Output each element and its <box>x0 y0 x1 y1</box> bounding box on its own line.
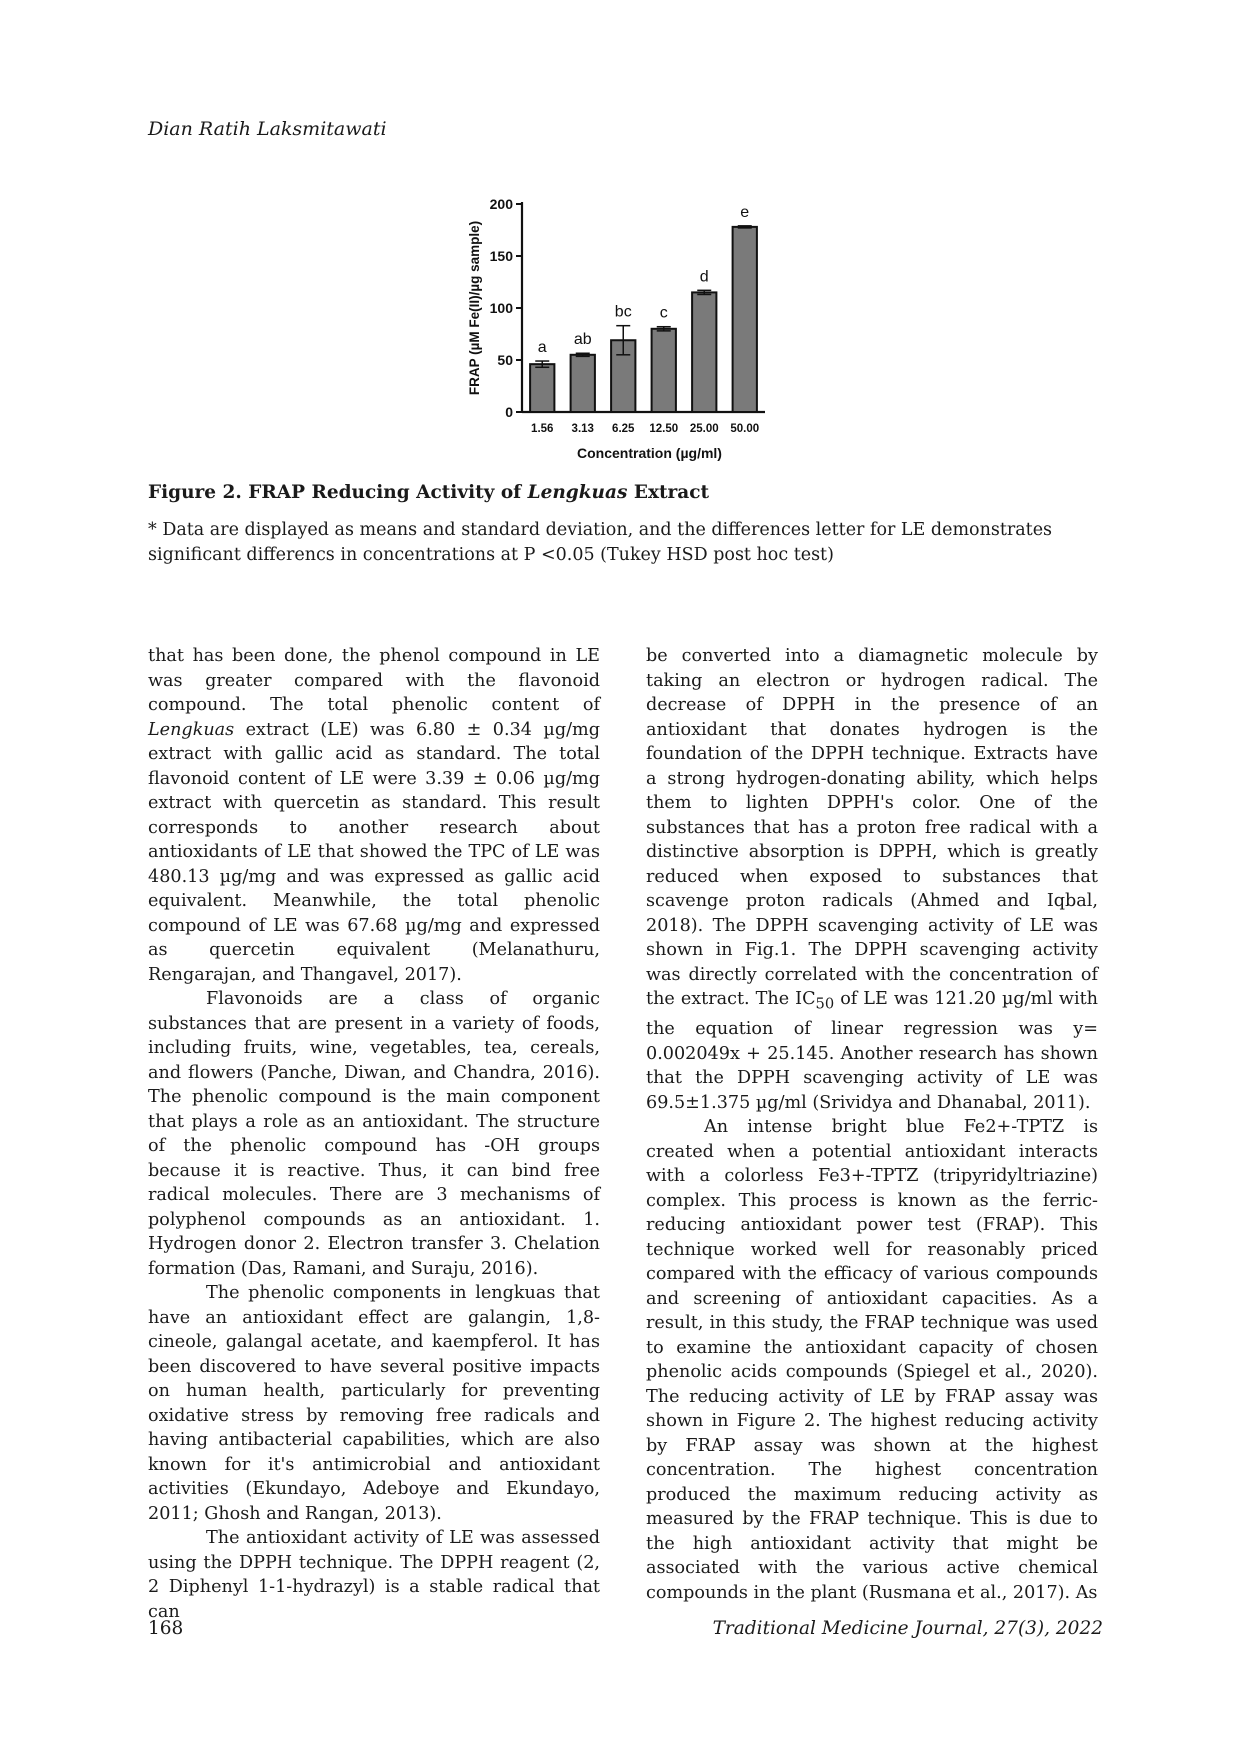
page-number: 168 <box>148 1618 184 1639</box>
bar <box>692 292 716 412</box>
bar <box>530 364 554 412</box>
bar <box>652 329 676 412</box>
significance-letter: ab <box>573 331 592 349</box>
paragraph <box>148 644 600 987</box>
journal-citation: Traditional Medicine Journal, 27(3), 2022 <box>712 1618 1103 1639</box>
paragraph <box>646 644 1098 1115</box>
significance-letter: a <box>537 339 547 357</box>
x-tick-label: 12.50 <box>649 423 679 435</box>
significance-letter: d <box>699 268 709 286</box>
significance-letter: bc <box>614 303 632 321</box>
frap-bar-chart <box>460 188 800 478</box>
figure-caption <box>148 482 709 503</box>
running-header-author: Dian Ratih Laksmitawati <box>148 118 387 140</box>
paragraph: The phenolic components in lengkuas that have an antioxidant effect are galangin, 1,8-cineole, galangal acetate, and kaempferol. It has been discovered to have several positive impacts on human health, particularly for preventing oxidative stress by removing free radicals and having antibacterial capabilities, which are also known for it's antimicrobial and antioxidant activities (Ekundayo, Adeboye and Ekundayo, 2011; Ghosh and Rangan, 2013). <box>148 1283 600 1524</box>
significance-letter: e <box>740 203 750 221</box>
paragraph-text-continued: extract (LE) was 6.80 ± 0.34 µg/mg extract with gallic acid as standard. The total flavonoid content of LE were 3.39 ± 0.06 µg/mg extract with quercetin as standard. This result corresponds to another research about antioxidants of LE that showed the TPC of LE was 480.13 µg/mg and was expressed as gallic acid equivalent. Meanwhile, the total phenolic compound of LE was 67.68 µg/mg and expressed as quercetin equivalent (Melanathuru, Rengarajan, and Thangavel, 2017). <box>148 719 600 985</box>
y-tick-label: 200 <box>489 196 513 212</box>
y-tick-label: 0 <box>505 404 513 420</box>
x-tick-label: 3.13 <box>571 423 594 435</box>
paragraph: Flavonoids are a class of organic substances that are present in a variety of foods, including fruits, wine, vegetables, tea, cereals, and flowers (Panche, Diwan, and Chandra, 2016). The phenolic compound is the main component that plays a role as an antioxidant. The structure of the phenolic compound has -OH groups because it is reactive. Thus, it can bind free radical molecules. There are 3 mechanisms of polyphenol compounds as an antioxidant. 1. Hydrogen donor 2. Electron transfer 3. Chelation formation (Das, Ramani, and Suraju, 2016). <box>148 989 600 1279</box>
bar <box>571 355 595 412</box>
bar <box>733 227 757 412</box>
figure-caption-prefix: Figure 2. FRAP Reducing Activity of <box>148 482 528 503</box>
paragraph: The antioxidant activity of LE was assessed using the DPPH technique. The DPPH reagent (2, 2 Diphenyl 1-1-hydrazyl) is a stable radical that can <box>148 1528 600 1622</box>
figure-caption-italic: Lengkuas <box>527 482 628 503</box>
subscript: 50 <box>815 995 835 1013</box>
y-tick-label: 100 <box>489 300 513 316</box>
paragraph-text: be converted into a diamagnetic molecule by taking an electron or hydrogen radical. The decrease of DPPH in the presence of an antioxidant that donates hydrogen is the foundation of the DPPH technique. Extracts have a strong hydrogen-donating ability, which helps them to lighten DPPH's color. One of the substances that has a proton free radical with a distinctive absorption is DPPH, which is greatly reduced when exposed to substances that scavenge proton radicals (Ahmed and Iqbal, 2018). The DPPH scavenging activity of LE was shown in Fig.1. The DPPH scavenging activity was directly correlated with the concentration of the extract. The IC <box>646 646 1098 1009</box>
y-tick-label: 50 <box>497 352 513 368</box>
x-tick-label: 50.00 <box>730 423 760 435</box>
body-column-right <box>646 644 1098 1605</box>
x-tick-label: 6.25 <box>612 423 635 435</box>
paragraph-text: that has been done, the phenol compound in LE was greater compared with the flavonoid compound. The total phenolic content of <box>148 646 600 715</box>
paragraph-italic: Lengkuas <box>148 719 235 740</box>
x-tick-label: 1.56 <box>531 423 554 435</box>
figure-caption-suffix: Extract <box>627 482 710 503</box>
paragraph-text-continued: of LE was 121.20 µg/ml with the equation of linear regression was y= 0.002049x + 25.145. Another research has shown that the DPPH scavenging activity of LE was 69.5±1.375 µg/ml (Srividya and Dhanabal, 2011). <box>646 989 1098 1113</box>
body-column-left <box>148 644 600 1624</box>
y-axis-title: FRAP (µM Fe(II)/µg sample) <box>467 220 482 396</box>
figure-note: * Data are displayed as means and standard deviation, and the differences letter for LE demonstrates significant differencs in concentrations at P <0.05 (Tukey HSD post hoc test) <box>148 520 1053 565</box>
paragraph: An intense bright blue Fe2+-TPTZ is created when a potential antioxidant interacts with a colorless Fe3+-TPTZ (tripyridyltriazine) complex. This process is known as the ferric-reducing antioxidant power test (FRAP). This technique worked well for reasonably priced compared with the efficacy of various compounds and screening of antioxidant capacities. As a result, in this study, the FRAP technique was used to examine the antioxidant capacity of chosen phenolic acids compounds (Spiegel et al., 2020). The reducing activity of LE by FRAP assay was shown in Figure 2. The highest reducing activity by FRAP assay was shown at the highest concentration. The highest concentration produced the maximum reducing activity as measured by the FRAP technique. This is due to the high antioxidant activity that might be associated with the various active chemical compounds in the plant (Rusmana et al., 2017). As <box>646 1117 1098 1603</box>
x-axis-title: Concentration (µg/ml) <box>577 445 722 461</box>
significance-letter: c <box>659 304 668 322</box>
x-tick-label: 25.00 <box>689 423 719 435</box>
y-tick-label: 150 <box>489 248 513 264</box>
